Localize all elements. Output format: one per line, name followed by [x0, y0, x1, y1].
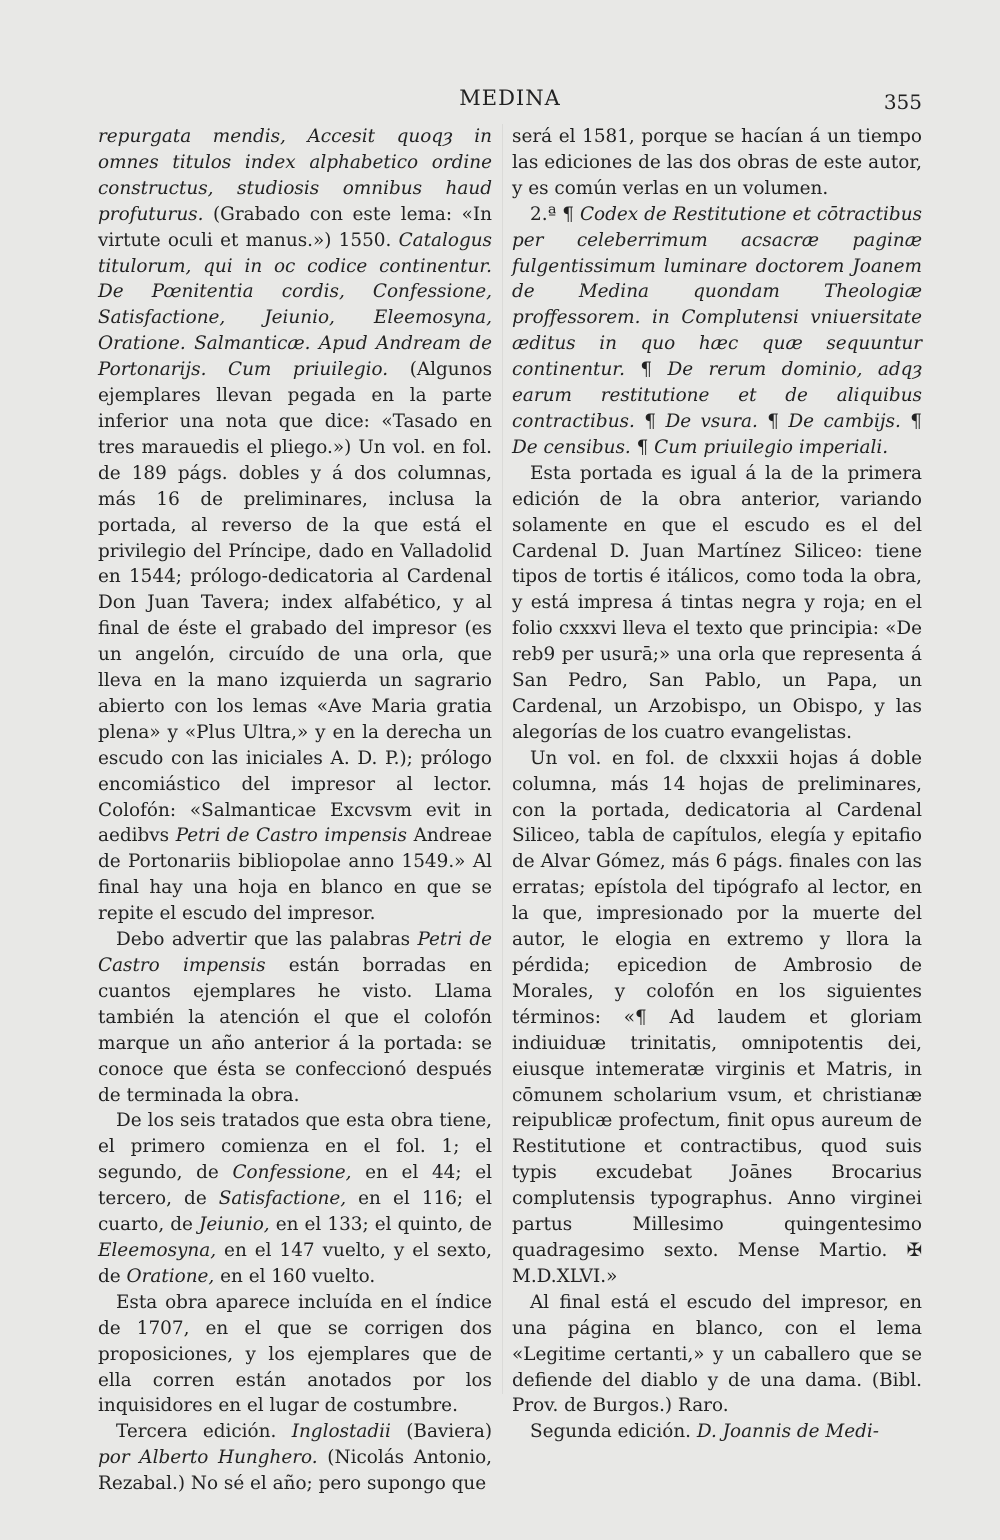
italic-text: Codex de Restitutione et cōtractibus per celeberrimum acsacræ paginæ fulgentissimum luminare doctorem Joanem de Medina quondam Theologiæ proffessorem. in Complutensi vniuersitate æditus in quo hæc quæ sequuntur continentur.: [512, 203, 922, 381]
italic-text: De cambijs.: [788, 410, 901, 432]
text-run: ¶: [630, 436, 655, 458]
text-run: Esta obra aparece incluída en el índice de 1707, en el que se corrigen dos proposiciones, y los ejemplares que de ella corren están anotados por los inquisidores en el lugar de costumbre.: [98, 1291, 492, 1417]
page-title: MEDINA: [459, 86, 561, 110]
text-run: Segunda edición.: [530, 1421, 697, 1443]
column-divider: [502, 124, 503, 1394]
italic-text: Catalogus titulorum, qui in oc codice continentur. De Pœnitentia cordis, Confessione, Satisfactione, Jeiunio, Eleemosyna, Oratione. Salmanticæ. Apud Andream de Portonarijs. Cum priuilegio.: [98, 229, 492, 381]
paragraph: [98, 927, 492, 1108]
text-run: será el 1581, porque se hacían á un tiempo las ediciones de las dos obras de este autor, y es común verlas en un volumen.: [512, 126, 922, 199]
text-run: Debo advertir que las palabras: [116, 929, 418, 951]
text-run: Esta portada es igual á la de la primera edición de la obra anterior, variando solamente en que el escudo es el del Cardenal D. Juan Martínez Siliceo: tiene tipos de tortis é itálicos, como toda la obra, y está impresa á tintas negra y roja; en el folio cxxxvi lleva el texto que principia: «De reb9 per usurā;» una orla que representa á San Pedro, San Pablo, un Papa, un Cardenal, un Arzobispo, un Obispo, y las alegorías de los cuatro evangelistas.: [512, 462, 922, 743]
paragraph: [98, 124, 492, 927]
paragraph: [512, 461, 922, 746]
text-run: (Baviera): [390, 1421, 492, 1443]
italic-text: Cum priuilegio imperiali.: [654, 436, 889, 458]
italic-text: Oratione,: [126, 1265, 215, 1287]
italic-text: Jeiunio,: [199, 1214, 270, 1236]
text-run: (Algunos ejemplares llevan pegada en la parte inferior una nota que dice: «Tasado en tres marauedis el pliego.») Un vol. en fol. de 189 págs. dobles y á dos columnas, más 16 de preliminares, inclusa la portada, al reverso de la que está el privilegio del Príncipe, dado en Valladolid en 1544; prólogo-dedicatoria al Cardenal Don Juan Tavera; index alfabético, y al final de éste el grabado del impresor (es un angelón, circuído de una orla, que lleva en la mano izquierda un sagrario abierto con los lemas «Ave Maria gratia plena» y «Plus Ultra,» y en la derecha un escudo con las iniciales A. D. P.); prólogo encomiástico del impresor al lector. Colofón: «Salmanticae Excvsvm evit in aedibvs: [98, 359, 493, 847]
text-run: en el 44; el tercero, de: [98, 1162, 492, 1210]
paragraph: [98, 1290, 492, 1420]
text-run: Tercera edición.: [116, 1421, 292, 1443]
italic-text: por Alberto Hunghero.: [98, 1447, 318, 1469]
text-run: (Nicolás Antonio, Rezabal.) No sé el año; pero supongo que: [98, 1447, 492, 1495]
paragraph: [98, 1108, 492, 1289]
text-run: en el 160 vuelto.: [214, 1265, 376, 1287]
italic-text: Petri de Castro impensis: [175, 825, 407, 847]
italic-text: Satisfactione,: [218, 1188, 347, 1210]
page-number: 355: [883, 90, 922, 114]
text-run: están borradas en cuantos ejemplares he visto. Llama también la atención el que el colofón marque un año anterior á la portada: se conoce que ésta se confeccionó después de terminada la obra.: [98, 955, 492, 1106]
italic-text: De censibus.: [512, 436, 631, 458]
text-run: ¶: [634, 410, 666, 432]
paragraph: [512, 746, 922, 1290]
text-run: en el 133; el quinto, de: [269, 1214, 492, 1236]
text-run: ¶: [757, 410, 789, 432]
text-run: en el 116; el cuarto, de: [98, 1188, 492, 1236]
paragraph: [512, 124, 922, 202]
left-column: [98, 124, 493, 1495]
italic-text: D. Joannis de Medi-: [696, 1421, 879, 1443]
text-run: Andreae de Portonariis bibliopolae anno 1549.» Al final hay una hoja en blanco en que se repite el escudo del impresor.: [98, 825, 492, 925]
text-run: ¶: [900, 410, 922, 432]
italic-text: Petri de Castro impensis: [98, 929, 492, 976]
italic-text: repurgata mendis, Accesit quoqȝ in omnes titulos index alphabetico ordine constructus, studiosis omnibus haud profuturus.: [98, 126, 492, 225]
text-run: 2.ª ¶: [530, 203, 580, 225]
text-run: en el 147 vuelto, y el sexto, de: [98, 1239, 492, 1287]
text-run: De los seis tratados que esta obra tiene, el primero comienza en el fol. 1; el segundo, de: [98, 1110, 492, 1184]
running-head: [98, 86, 922, 116]
paragraph: [512, 1290, 922, 1420]
italic-text: De rerum dominio, adqȝ earum restitutione et de aliquibus contractibus.: [512, 359, 922, 432]
italic-text: Confessione,: [232, 1162, 352, 1184]
text-run: ¶: [624, 359, 668, 381]
text-run: Un vol. en fol. de clxxxii hojas á doble columna, más 14 hojas de preliminares, con la portada, dedicatoria al Cardenal Siliceo, tabla de capítulos, elegía y epitafio de Alvar Gómez, más 6 págs. finales con las erratas; epístola del tipógrafo al lector, en la que, impresionado por la muerte del autor, le elogia en extremo y llora la pérdida; epicedion de Ambrosio de Morales, y colofón en los siguientes términos: «¶ Ad laudem et gloriam indiuiduæ trinitatis, omnipotentis dei, eiusque intemeratæ virginis et Matris, in cōmunem scholarium vsum, et christianæ reipublicæ profectum, finit opus aureum de Restitutione et contractibus, quod suis typis excudebat Joānes Brocarius complutensis typographus. Anno virginei partus Millesimo quingentesimo quadragesimo sexto. Mense Martio. ✠ M.D.XLVI.»: [512, 747, 922, 1287]
right-column: [512, 124, 922, 1443]
italic-text: Eleemosyna,: [98, 1239, 217, 1261]
paragraph: [512, 1419, 922, 1445]
paragraph: [512, 202, 922, 461]
text-run: (Grabado con este lema: «In virtute oculi et manus.») 1550.: [98, 203, 492, 251]
text-run: Al final está el escudo del impresor, en una página en blanco, con el lema «Legitime certanti,» y un caballero que se defiende del diablo y de una dama. (Bibl. Prov. de Burgos.) Raro.: [512, 1291, 922, 1417]
paragraph: [98, 1419, 492, 1497]
italic-text: De vsura.: [665, 410, 758, 432]
italic-text: Inglostadii: [291, 1421, 391, 1443]
